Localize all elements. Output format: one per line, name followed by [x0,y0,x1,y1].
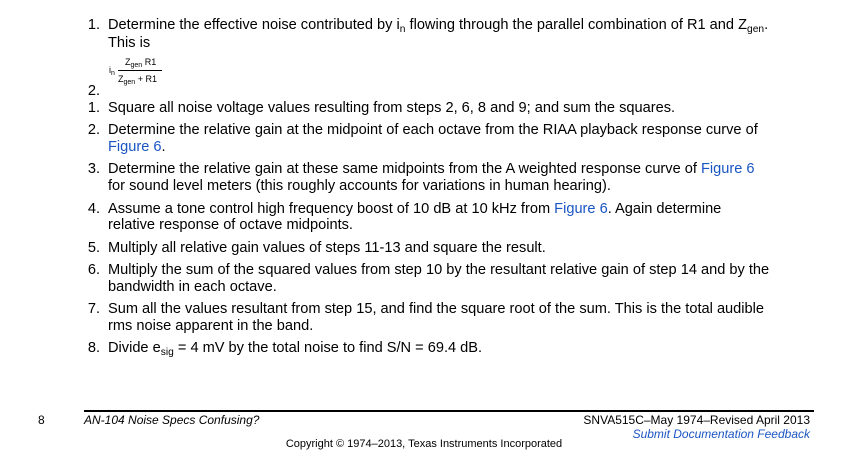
list-number: 2. [87,83,100,99]
feedback-link[interactable]: Submit Documentation Feedback [632,427,810,441]
list-number: 2. [87,122,100,138]
list-text: Square all noise voltage values resulting from steps 2, 6, 8 and 9; and sum the squares. [108,100,676,116]
list-number: 8. [87,340,100,356]
list-number: 1. [87,100,100,116]
list-text: Determine the effective noise contributed by $i_n$ flowing through the parallel combination of R1 and $Z_{gen}$. [108,17,769,36]
figure-link[interactable]: Figure 6 [108,139,162,155]
formula-numerator: $Z_{gen}$ R1 [125,57,157,70]
list-number: 3. [87,161,100,177]
footer-divider [84,410,814,412]
fraction-bar [118,70,162,71]
doc-id: SNVA515C–May 1974–Revised April 2013 [583,413,810,427]
list-number: 6. [87,262,100,278]
list-text: Sum all the values resultant from step 15, and find the square root of the sum. This is the total audible [108,301,765,317]
list-number: 5. [87,240,100,256]
page-number: 8 [38,413,45,427]
list-text: Determine the relative gain at the midpoint of each octave from the RIAA playback response curve of [108,122,758,138]
list-text: Multiply the sum of the squared values from step 10 by the resultant relative gain of step 14 and by the [108,262,770,278]
list-number: 7. [87,301,100,317]
formula-prefix: $i_n$ [109,65,115,78]
list-number: 1. [87,17,100,33]
formula-denominator: $Z_{gen} + R1$ [118,74,157,87]
list-text: Multiply all relative gain values of steps 11-13 and square the result. [108,240,546,256]
list-number: 4. [87,201,100,217]
figure-link[interactable]: Figure 6 [554,201,608,217]
copyright: Copyright © 1974–2013, Texas Instruments Incorporated [285,438,563,450]
doc-title: AN-104 Noise Specs Confusing? [84,413,260,427]
figure-link[interactable]: Figure 6 [700,161,755,177]
